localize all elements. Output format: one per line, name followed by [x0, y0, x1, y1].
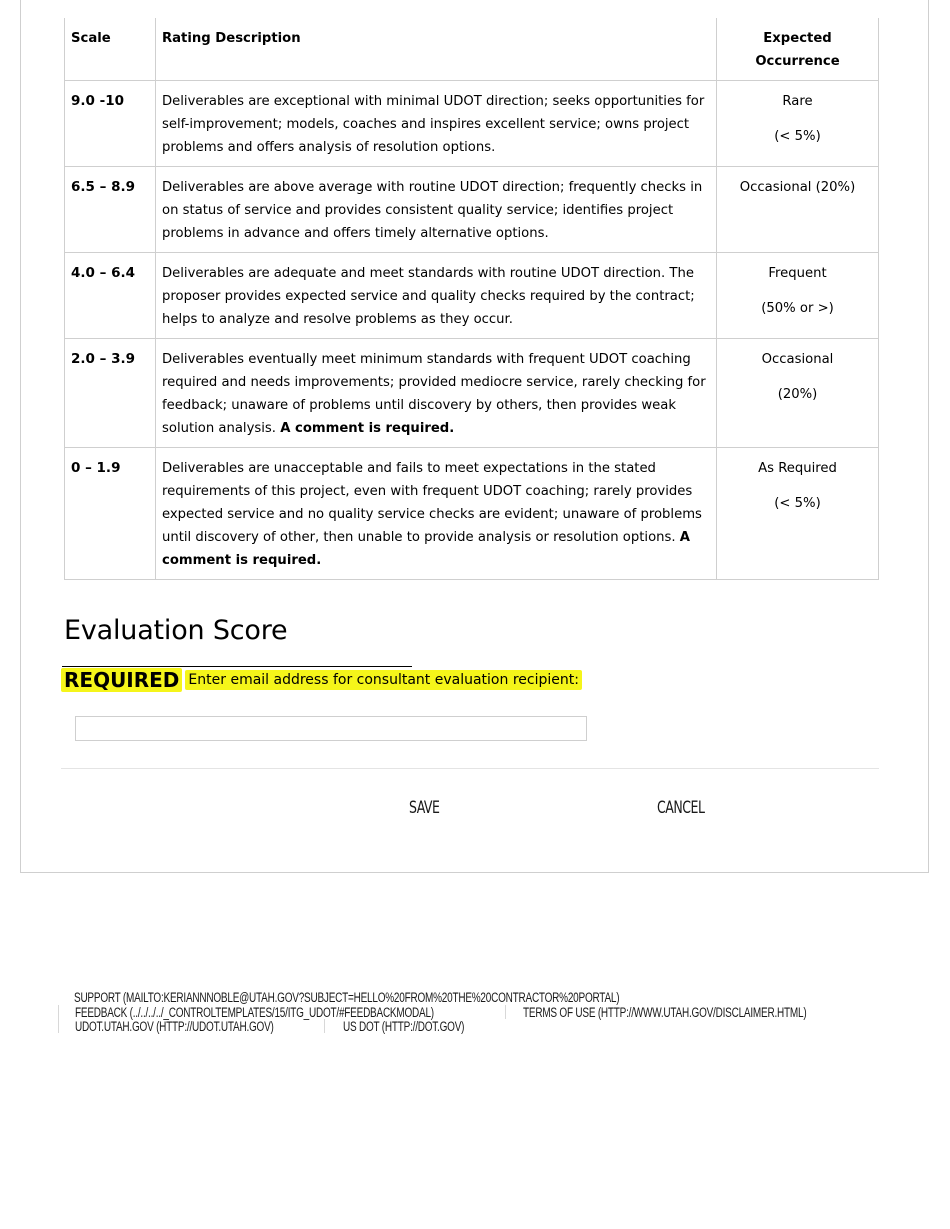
- description-cell: [156, 339, 717, 448]
- table-header-row: [65, 18, 879, 81]
- scale-cell: 6.5 – 8.9: [65, 167, 156, 253]
- description-cell: [156, 448, 717, 580]
- occurrence-cell: [717, 339, 879, 448]
- occurrence-line2: (20%): [777, 387, 818, 402]
- email-prompt-label: Enter email address for consultant evaluation recipient:: [185, 670, 582, 690]
- footer-link-feedback[interactable]: FEEDBACK (../../../../_CONTROLTEMPLATES/15/ITG_UDOT/#FEEDBACKMODAL): [75, 1004, 434, 1020]
- table-row: [65, 339, 879, 448]
- occurrence-line1: Rare: [782, 94, 813, 109]
- footer-link-usdot[interactable]: US DOT (HTTP://DOT.GOV): [343, 1019, 465, 1034]
- occurrence-line1: Occasional: [761, 352, 834, 367]
- description-cell: [156, 253, 717, 339]
- footer-separator: [324, 1019, 325, 1033]
- consultant-email-input[interactable]: [75, 716, 587, 741]
- description-text: Deliverables are unacceptable and fails to meet expectations in the stated requirements of this project, even with frequent UDOT coaching; rarely provides expected service and no quality service checks are evident; unaware of problems until discovery of other, then unable to provide analysis or resolution options.: [162, 461, 702, 545]
- footer-row: [58, 1019, 918, 1034]
- description-bold-text: A comment is required.: [280, 421, 455, 436]
- header-expected-occurrence: Expected Occurrence: [717, 18, 879, 81]
- table-row: [65, 448, 879, 580]
- description-cell: [156, 167, 717, 253]
- scale-cell: 9.0 -10: [65, 81, 156, 167]
- occurrence-line2: (< 5%): [774, 496, 821, 511]
- description-text: Deliverables are above average with routine UDOT direction; frequently checks in on status of service and provides consistent quality service; identifies project problems in advance and offers timely alternative options.: [162, 180, 703, 241]
- occurrence-cell: [717, 81, 879, 167]
- footer-row: [58, 990, 918, 1005]
- footer-row: [58, 1005, 918, 1020]
- table-row: [65, 81, 879, 167]
- header-rating-description: Rating Description: [156, 18, 717, 81]
- footer-separator: [505, 1005, 506, 1019]
- table-row: [65, 167, 879, 253]
- footer-link-udot[interactable]: UDOT.UTAH.GOV (HTTP://UDOT.UTAH.GOV): [75, 1019, 274, 1034]
- occurrence-line2: (< 5%): [774, 129, 821, 144]
- description-text: Deliverables eventually meet minimum standards with frequent UDOT coaching required and needs improvements; provided mediocre service, rarely checking for feedback; unaware of problems until discovery by others, then provides weak solution analysis.: [162, 352, 706, 436]
- occurrence-line1: As Required: [758, 461, 837, 476]
- footer: [58, 990, 918, 1034]
- title-underline: [62, 666, 412, 667]
- occurrence-cell: [717, 167, 879, 253]
- evaluation-score-title: Evaluation Score: [64, 615, 288, 646]
- description-bold-text: A comment is required.: [162, 530, 690, 568]
- required-badge: REQUIRED: [61, 668, 182, 692]
- scale-cell: 2.0 – 3.9: [65, 339, 156, 448]
- table-row: [65, 253, 879, 339]
- rating-scale-table: [64, 18, 879, 580]
- footer-link-terms[interactable]: TERMS OF USE (HTTP://WWW.UTAH.GOV/DISCLAIMER.HTML): [523, 1004, 807, 1020]
- occurrence-line1: Frequent: [768, 266, 827, 281]
- occurrence-line1: Occasional (20%): [739, 180, 856, 195]
- occurrence-cell: [717, 253, 879, 339]
- form-divider: [61, 768, 879, 769]
- footer-link-support[interactable]: SUPPORT (MAILTO:KERIANNNOBLE@UTAH.GOV?SUBJECT=HELLO%20FROM%20THE%20CONTRACTOR%20PORTAL): [74, 990, 620, 1005]
- occurrence-line2: (50% or >): [761, 301, 834, 316]
- footer-separator: [58, 1019, 59, 1033]
- save-button[interactable]: SAVE: [409, 798, 440, 818]
- scale-cell: 0 – 1.9: [65, 448, 156, 580]
- footer-separator: [58, 1005, 59, 1019]
- header-scale: Scale: [65, 18, 156, 81]
- occurrence-cell: [717, 448, 879, 580]
- required-email-label-row: [61, 668, 582, 692]
- description-text: Deliverables are adequate and meet standards with routine UDOT direction. The proposer provides expected service and quality checks required by the contract; helps to analyze and resolve problems as they occur.: [162, 266, 695, 327]
- scale-cell: 4.0 – 6.4: [65, 253, 156, 339]
- description-text: Deliverables are exceptional with minimal UDOT direction; seeks opportunities for self-improvement; models, coaches and inspires excellent service; owns project problems and offers analysis of resolution options.: [162, 94, 705, 155]
- cancel-button[interactable]: CANCEL: [657, 798, 705, 818]
- description-cell: [156, 81, 717, 167]
